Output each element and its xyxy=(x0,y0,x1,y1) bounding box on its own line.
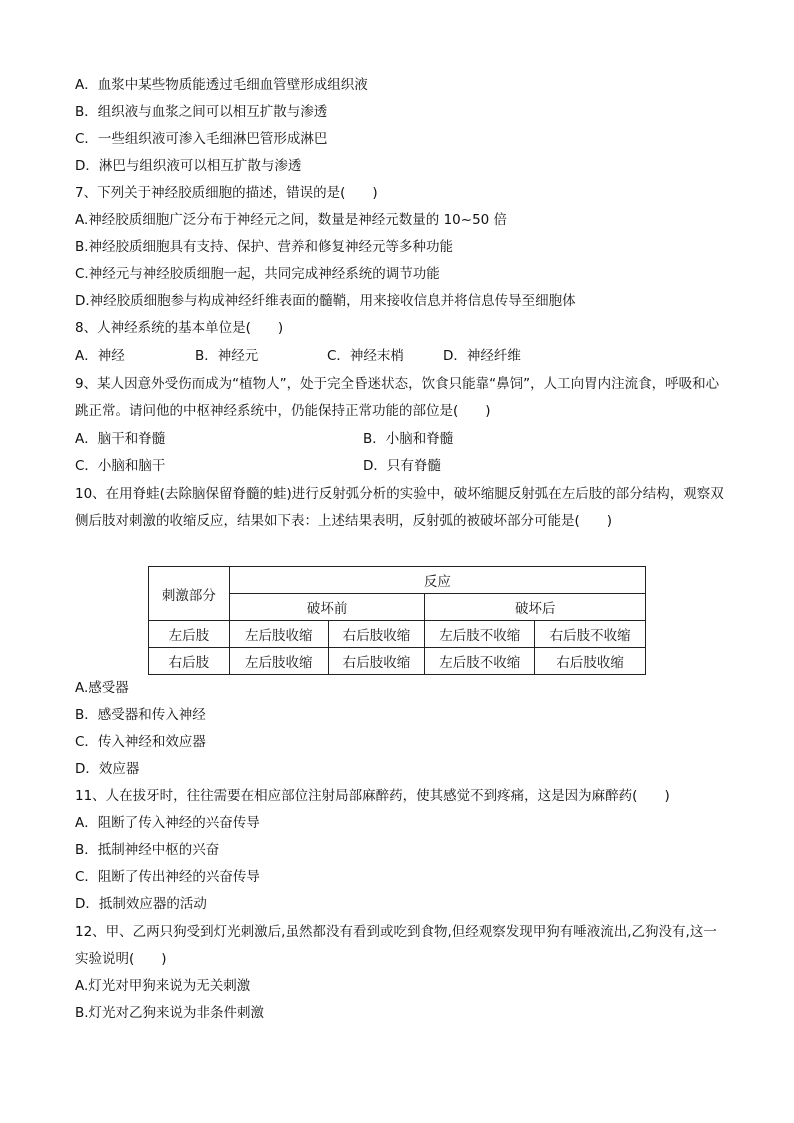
q12-option-b: B.灯光对乙狗来说为非条件刺激 xyxy=(75,1005,265,1021)
q8-options-row xyxy=(75,346,725,366)
q10-option-c: C．传入神经和效应器 xyxy=(75,734,206,750)
table-cell: 右后肢收缩 xyxy=(535,648,646,675)
table-cell: 左后肢 xyxy=(149,621,230,648)
table-cell: 左后肢不收缩 xyxy=(425,621,535,648)
q6-option-d: D．淋巴与组织液可以相互扩散与渗透 xyxy=(75,158,302,174)
q9-option-c: C．小脑和脑干 xyxy=(75,458,166,474)
table-row xyxy=(149,648,646,675)
q10-option-d: D．效应器 xyxy=(75,761,140,777)
table-cell: 右后肢不收缩 xyxy=(535,621,646,648)
q7-option-b: B.神经胶质细胞具有支持、保护、营养和修复神经元等多种功能 xyxy=(75,239,454,255)
q8-option-c: C．神经末梢 xyxy=(327,348,404,364)
q9-option-d: D．只有脊髓 xyxy=(363,458,441,474)
q8-stem: 8、人神经系统的基本单位是( ) xyxy=(75,320,284,336)
q8-option-b: B．神经元 xyxy=(195,348,259,364)
q11-stem: 11、人在拔牙时，往往需要在相应部位注射局部麻醉药，使其感觉不到疼痛，这是因为麻醉药( ) xyxy=(75,788,670,804)
table-header-after: 破坏后 xyxy=(425,594,646,621)
q7-option-a: A.神经胶质细胞广泛分布于神经元之间，数量是神经元数量的 10~50 倍 xyxy=(75,212,508,228)
table-header-before: 破坏前 xyxy=(229,594,425,621)
table-row xyxy=(149,621,646,648)
q7-option-d: D.神经胶质细胞参与构成神经纤维表面的髓鞘，用来接收信息并将信息传导至细胞体 xyxy=(75,293,576,309)
table-cell: 右后肢收缩 xyxy=(328,648,425,675)
q6-option-c: C．一些组织液可渗入毛细淋巴管形成淋巴 xyxy=(75,131,328,147)
q11-option-c: C．阻断了传出神经的兴奋传导 xyxy=(75,869,260,885)
q6-option-b: B．组织液与血浆之间可以相互扩散与渗透 xyxy=(75,104,328,120)
q6-option-a: A．血浆中某些物质能透过毛细血管壁形成组织液 xyxy=(75,77,368,93)
q11-option-d: D．抵制效应器的活动 xyxy=(75,896,207,912)
table-cell: 左后肢不收缩 xyxy=(425,648,535,675)
table-header-stimulus: 刺激部分 xyxy=(149,567,230,621)
q9-option-b: B．小脑和脊髓 xyxy=(363,431,454,447)
q12-option-a: A.灯光对甲狗来说为无关刺激 xyxy=(75,978,251,994)
q7-stem: 7、下列关于神经胶质细胞的描述，错误的是( ) xyxy=(75,185,378,201)
q12-stem: 12、甲、乙两只狗受到灯光刺激后,虽然都没有看到或吃到食物,但经观察发现甲狗有唾液流出,乙狗没有,这一实验说明( ) xyxy=(75,924,717,967)
q10-results-table xyxy=(148,566,646,675)
q11-option-b: B．抵制神经中枢的兴奋 xyxy=(75,842,220,858)
table-cell: 右后肢 xyxy=(149,648,230,675)
q9-stem: 9、某人因意外受伤而成为“植物人”，处于完全昏迷状态，饮食只能靠“鼻饲”，人工向胃内注流食，呼吸和心跳正常。请问他的中枢神经系统中，仍能保持正常功能的部位是( ) xyxy=(75,376,720,419)
q10-option-a: A.感受器 xyxy=(75,680,129,696)
table-header-response: 反应 xyxy=(229,567,645,594)
q9-option-a: A．脑干和脊髓 xyxy=(75,431,166,447)
q8-option-a: A．神经 xyxy=(75,348,125,364)
q7-option-c: C.神经元与神经胶质细胞一起，共同完成神经系统的调节功能 xyxy=(75,266,440,282)
q10-option-b: B．感受器和传入神经 xyxy=(75,707,206,723)
q9-options-row-1 xyxy=(75,429,725,449)
q11-option-a: A．阻断了传入神经的兴奋传导 xyxy=(75,815,260,831)
table-cell: 右后肢收缩 xyxy=(328,621,425,648)
q8-option-d: D．神经纤维 xyxy=(443,348,521,364)
q9-options-row-2 xyxy=(75,456,725,476)
table-cell: 左后肢收缩 xyxy=(229,648,328,675)
table-cell: 左后肢收缩 xyxy=(229,621,328,648)
q10-stem: 10、在用脊蛙(去除脑保留脊髓的蛙)进行反射弧分析的实验中，破坏缩腿反射弧在左后肢的部分结构，观察双侧后肢对刺激的收缩反应，结果如下表：上述结果表明，反射弧的被破坏部分可能是( ) xyxy=(75,486,724,529)
